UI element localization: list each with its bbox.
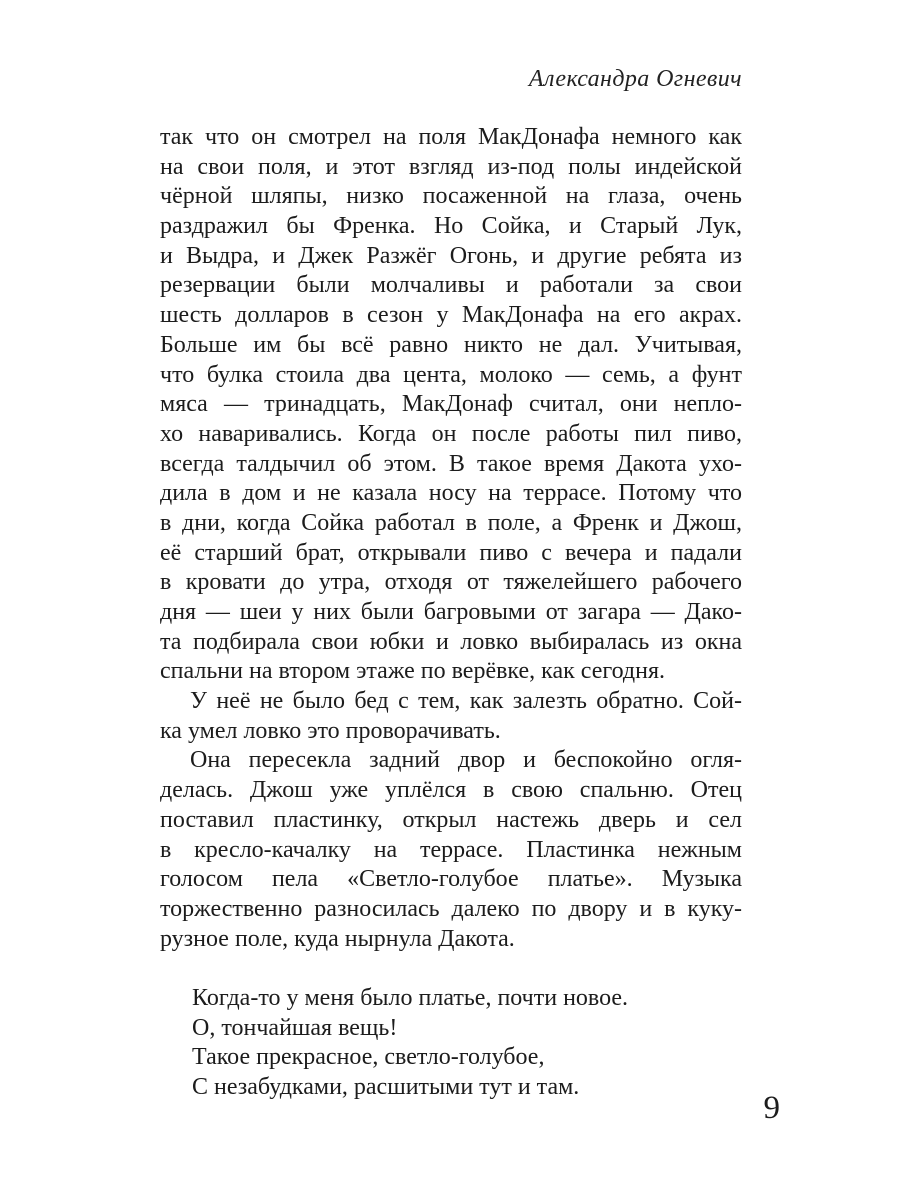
text-line: О, тончайшая вещь! <box>192 1014 398 1041</box>
text-line: и Выдра, и Джек Разжёг Огонь, и другие ребята из <box>160 242 742 269</box>
text-line: всегда талдычил об этом. В такое время Дакота ухо- <box>160 450 742 477</box>
text-line: мяса — тринадцать, МакДонаф считал, они непло- <box>160 391 742 418</box>
text-line: дила в дом и не казала носу на террасе. Потому что <box>160 480 742 507</box>
text-line: Больше им бы всё равно никто не дал. Учитывая, <box>160 331 742 358</box>
text-line: голосом пела «Светло-голубое платье». Музыка <box>160 866 742 893</box>
text-line: та подбирала свои юбки и ловко выбиралась из окна <box>160 628 742 655</box>
text-line: её старший брат, открывали пиво с вечера и падали <box>160 539 742 566</box>
verse-block <box>192 984 742 1103</box>
text-line: что булка стоила два цента, молоко — семь, а фунт <box>160 361 742 388</box>
body-text <box>160 123 742 954</box>
text-line: в дни, когда Сойка работал в поле, а Френк и Джош, <box>160 509 742 536</box>
text-line: так что он смотрел на поля МакДонафа немного как <box>160 124 742 150</box>
page-number: 9 <box>763 1090 780 1126</box>
text-line: рузное поле, куда нырнула Дакота. <box>160 925 515 952</box>
text-line: на свои поля, и этот взгляд из-под полы индейской <box>160 153 742 180</box>
text-line: в кровати до утра, отходя от тяжелейшего рабочего <box>160 569 742 596</box>
text-line: С незабудками, расшитыми тут и там. <box>192 1074 580 1101</box>
text-line: делась. Джош уже уплёлся в свою спальню. Отец <box>160 777 742 804</box>
text-line: У неё не было бед с тем, как залезть обратно. Сой- <box>190 688 742 715</box>
text-line: резервации были молчаливы и работали за свои <box>160 272 742 299</box>
text-line: дня — шеи у них были багровыми от загара — Дако- <box>160 599 742 625</box>
text-line: в кресло-качалку на террасе. Пластинка нежным <box>160 836 742 863</box>
text-line: ка умел ловко это проворачивать. <box>160 717 501 744</box>
text-line: шесть долларов в сезон у МакДонафа на его акрах. <box>160 302 742 329</box>
text-line: хо наваривались. Когда он после работы пил пиво, <box>160 420 742 447</box>
text-line: торжественно разносилась далеко по двору и в куку- <box>160 895 742 922</box>
text-line: Когда-то у меня было платье, почти новое. <box>192 985 629 1011</box>
running-header-author: Александра Огневич <box>528 66 742 92</box>
text-line: Она пересекла задний двор и беспокойно огля- <box>190 747 742 774</box>
text-line: чёрной шляпы, низко посаженной на глаза, очень <box>160 183 742 210</box>
text-line: Такое прекрасное, светло-голубое, <box>192 1044 545 1071</box>
text-line: раздражил бы Френка. Но Сойка, и Старый Лук, <box>160 213 742 240</box>
text-line: поставил пластинку, открыл настежь дверь и сел <box>160 806 742 833</box>
text-line: спальни на втором этаже по верёвке, как сегодня. <box>160 658 665 685</box>
